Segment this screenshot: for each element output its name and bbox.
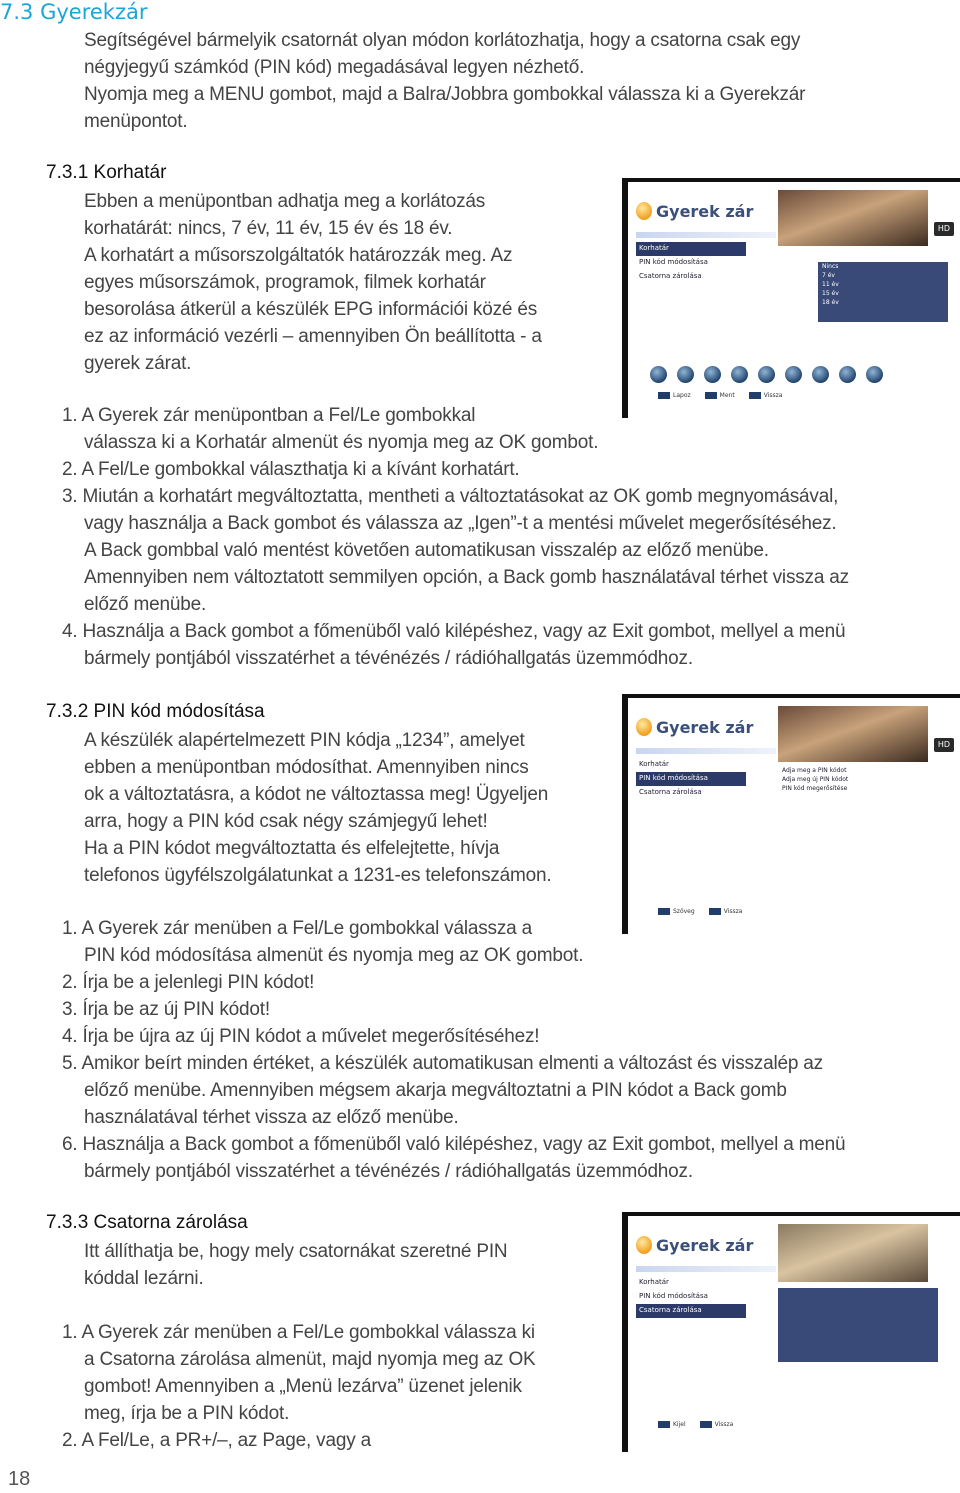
legend [658,908,742,915]
step-line: 4. Használja a Back gombot a főmenüből való kilépéshez, vagy az Exit gombot, mellyel a menü [62,621,846,642]
s731-line: gyerek zárat. [84,353,192,374]
step-line: 3. Írja be az új PIN kódot! [62,999,270,1020]
legend-item: Lapoz [673,392,691,399]
s731-line: egyes műsorszámok, programok, filmek korhatár [84,272,486,293]
menu-item-csatorna[interactable]: Csatorna zárolása [639,272,702,280]
s732-line: Ha a PIN kódot megváltoztatta és elfelejtette, hívja [84,838,500,859]
s733-line: Itt állíthatja be, hogy mely csatornákat szeretné PIN [84,1241,508,1262]
nav-button-icon[interactable] [704,366,721,383]
age-options-panel [818,262,948,322]
s731-line: A korhatárt a műsorszolgáltatók határozzák meg. Az [84,245,513,266]
s731-line: ez az információ vezérli – amennyiben Ön beállította - a [84,326,542,347]
menu-bar [636,1266,776,1272]
intro-line: menüpontot. [84,111,188,132]
step-line: használatával térhet vissza az előző menübe. [84,1107,459,1128]
legend-item: Kijel [673,1421,686,1428]
screenshot-korhatar [622,178,960,418]
step-line: 1. A Gyerek zár menüpontban a Fel/Le gombokkal [62,405,476,426]
menu-item-pin[interactable]: PIN kód módosítása [639,1292,708,1300]
s732-line: A készülék alapértelmezett PIN kódja „1234”, amelyet [84,730,525,751]
step-line: Amennyiben nem változtatott semmilyen opción, a Back gomb használatával térhet vissza az [84,567,849,588]
s731-line: besorolása átkerül a készülék EPG információi közé és [84,299,538,320]
side-menu [636,1276,746,1318]
heading-7-3-3: 7.3.3 Csatorna zárolása [46,1212,248,1233]
step-line: 5. Amikor beírt minden értéket, a készülék automatikusan elmenti a változást és visszalép az [62,1053,823,1074]
step-line: 1. A Gyerek zár menüben a Fel/Le gombokkal válassza ki [62,1322,535,1343]
age-option[interactable]: 11 év [822,281,839,288]
step-line: a Csatorna zárolása almenüt, majd nyomja meg az OK [84,1349,536,1370]
nav-button-icon[interactable] [677,366,694,383]
step-line: 6. Használja a Back gombot a főmenüből való kilépéshez, vagy az Exit gombot, mellyel a menü [62,1134,846,1155]
s732-line: ok a változtatásra, a kódot ne változtassa meg! Ügyeljen [84,784,549,805]
key-icon [658,1421,670,1428]
step-line: PIN kód módosítása almenüt és nyomja meg az OK gombot. [84,945,584,966]
s733-text [84,1238,507,1292]
menu-bar [636,748,776,754]
s732-line: arra, hogy a PIN kód csak négy számjegyű lehet! [84,811,488,832]
step-line: 2. A Fel/Le, a PR+/–, az Page, vagy a [62,1430,371,1451]
s732-steps [62,915,845,1185]
menu-item-pin[interactable]: PIN kód módosítása [639,258,708,266]
step-line: 1. A Gyerek zár menüben a Fel/Le gombokkal válassza a [62,918,532,939]
step-line: bármely pontjából visszatérhet a tévénézés / rádióhallgatás üzemmódhoz. [84,1161,693,1182]
s733-steps [62,1319,536,1454]
page-number: 18 [8,1468,31,1490]
nav-button-icon[interactable] [758,366,775,383]
key-icon [658,908,670,915]
nav-button-icon[interactable] [785,366,802,383]
menu-item-korhatar[interactable]: Korhatár [639,760,669,768]
step-line: A Back gombbal való mentést követően automatikusan visszalép az előző menübe. [84,540,769,561]
step-line: 2. Írja be a jelenlegi PIN kódot! [62,972,315,993]
age-option[interactable]: 15 év [822,290,839,297]
s731-text [84,188,542,377]
hd-badge: HD [934,738,954,752]
legend-item: Vissza [714,1421,734,1428]
step-line: meg, írja be a PIN kódot. [84,1403,290,1424]
step-line: előző menübe. [84,594,207,615]
nav-button-icon[interactable] [839,366,856,383]
menu-bar [636,232,776,238]
screenshot-csatorna [622,1212,960,1452]
s732-line: telefonos ügyfélszolgálatunkat a 1231-es telefonszámon. [84,865,552,886]
s731-steps [62,402,849,672]
legend-item: Vissza [763,392,783,399]
s732-line: ebben a menüpontban módosíthat. Amennyiben nincs [84,757,529,778]
key-icon [709,908,721,915]
video-preview [778,190,928,246]
pin-field-label[interactable]: Adja meg új PIN kódot [782,776,849,783]
menu-item-pin[interactable]: PIN kód módosítása [636,772,746,786]
step-line: előző menübe. Amennyiben mégsem akarja megváltoztatni a PIN kódot a Back gomb [84,1080,787,1101]
age-option[interactable]: 7 év [822,272,835,279]
step-line: bármely pontjából visszatérhet a tévénézés / rádióhallgatás üzemmódhoz. [84,648,693,669]
legend-item: Szöveg [673,908,695,915]
menu-item-korhatar[interactable]: Korhatár [639,1278,669,1286]
key-icon [700,1421,712,1428]
screenshot-pin [622,694,960,934]
lock-icon [636,1236,652,1254]
legend-item: Ment [719,392,735,399]
intro-line: négyjegyű számkód (PIN kód) megadásával legyen nézhető. [84,57,585,78]
age-option[interactable]: 18 év [822,299,839,306]
key-icon [705,392,717,399]
heading-7-3-2: 7.3.2 PIN kód módosítása [46,701,265,722]
section-title: 7.3 Gyerekzár [0,0,148,24]
screen-brand: Gyerek zár [656,202,754,221]
video-preview [778,706,928,762]
step-line: 2. A Fel/Le gombokkal választhatja ki a kívánt korhatárt. [62,459,520,480]
channel-list-panel [778,1288,938,1362]
nav-button-icon[interactable] [650,366,667,383]
step-line: vagy használja a Back gombot és válassza az „Igen”-t a mentési művelet megerősítéséhez. [84,513,837,534]
lock-icon [636,718,652,736]
legend [658,392,782,399]
lock-icon [636,202,652,220]
key-icon [749,392,761,399]
step-line: gombot! Amennyiben a „Menü lezárva” üzenet jelenik [84,1376,522,1397]
step-line: válassza ki a Korhatár almenüt és nyomja meg az OK gombot. [84,432,599,453]
pin-panel [778,766,918,804]
video-preview [778,1224,928,1282]
intro-line: Nyomja meg a MENU gombot, majd a Balra/Jobbra gombokkal válassza ki a Gyerekzár [84,84,806,105]
menu-item-korhatar[interactable]: Korhatár [636,242,746,256]
nav-button-icon[interactable] [866,366,883,383]
key-icon [658,392,670,399]
screen-brand: Gyerek zár [656,1236,754,1255]
side-menu [636,242,746,284]
intro-text [84,27,805,135]
hd-badge: HD [934,222,954,236]
step-line: 4. Írja be újra az új PIN kódot a művelet megerősítéséhez! [62,1026,540,1047]
pin-field-label[interactable]: Adja meg a PIN kódot [782,767,847,774]
intro-line: Segítségével bármelyik csatornát olyan módon korlátozhatja, hogy a csatorna csak egy [84,30,801,51]
nav-button-icon[interactable] [812,366,829,383]
menu-item-csatorna[interactable]: Csatorna zárolása [639,788,702,796]
menu-item-csatorna[interactable]: Csatorna zárolása [636,1304,746,1318]
legend [658,1421,733,1428]
step-line: 3. Miután a korhatárt megváltoztatta, mentheti a változtatásokat az OK gomb megnyomásával, [62,486,839,507]
pin-field-label[interactable]: PIN kód megerősítése [782,785,848,792]
heading-7-3-1: 7.3.1 Korhatár [46,162,167,183]
s731-line: Ebben a menüpontban adhatja meg a korlátozás [84,191,486,212]
s732-text [84,727,551,889]
screen-brand: Gyerek zár [656,718,754,737]
s733-line: kóddal lezárni. [84,1268,204,1289]
legend-item: Vissza [723,908,743,915]
nav-buttons [650,366,883,383]
side-menu [636,758,746,800]
age-option[interactable]: Nincs [822,263,839,270]
s731-line: korhatárát: nincs, 7 év, 11 év, 15 év és 18 év. [84,218,453,239]
nav-button-icon[interactable] [731,366,748,383]
